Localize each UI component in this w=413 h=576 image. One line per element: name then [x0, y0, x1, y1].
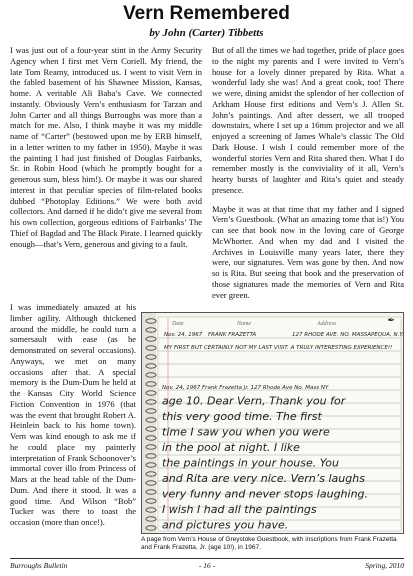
paragraph-2: I was immediately amazed at his limber agility. Although thickened around the middle, he could turn a somersault with ease (as he demonstrated on several occasions). Anyways, we met on many occasions after that. A special memory is the Dum-Dum he held at the Kansas City World Science Fiction Convention in 1976 (that was the event that brought Robert A. Heinlein back to his home town). Vern was kind enough to ask me if he could place my painterly interpretation of Frank Schoonover’s immortal cover illo from Princess of Mars at the head table of the Dum-Dum. And there it stood. It was a good time. And Wilson “Bob” Tucker was there to toast the occasion (more than once!).	[10, 302, 136, 527]
spiral-binding	[142, 313, 156, 534]
guestbook-page-image	[141, 312, 404, 534]
entry2-line: Nov. 24, 1967 Frank Frazetta Jr. 127 Rhode Ave No. Mass NY	[162, 385, 329, 391]
paragraph-4: Maybe it was at that time that my father and I signed Vern’s Guestbook. (What an amazing tome that is!) You can see that book now in the loving care of George McWhorter. And when my dad and I visited the Archives in Louisville many years later, there they were, our signatures. Vern was gone by then. And now so is Rita. But seeing that book and the preservation of those signatures made the memories of Vern and Rita ever green.	[212, 203, 404, 300]
footer-page-number: - 16 -	[198, 561, 216, 570]
paragraph-3: But of all the times we had together, pride of place goes to the night my parents and I were invited to Vern’s house for a lovely dinner prepared by Rita. What a wonderful lady she was! And a great cook, too! There we were, dining amidst the splendor of her collection of Arkham House first editions and Vern’s J. Allen St. John’s paintings. And after dessert, we all trooped downstairs, where I set up a 16mm projector and we all enjoyed a screening of James Whale’s classic The Old Dark House. I wish I could remember more of the wonderful stories Vern and Rita shared then. What I do remember mostly is the conviviality of it all, Vern’s hearty bursts of laughter and Rita’s quiet and steady presence.	[212, 45, 404, 195]
page-footer	[10, 558, 404, 570]
guestbook-header-address: Address	[317, 321, 337, 327]
entry2-line: the paintings in your house. You	[162, 456, 339, 470]
figure-caption: A page from Vern’s House of Greystoke Guestbook, with inscriptions from Frank Frazetta and Frank Frazetta, Jr. (age 10!), in 1967.	[141, 536, 397, 551]
entry2-line: I wish I had all the paintings	[162, 503, 317, 516]
entry1-address: 127 RHODE AVE. NO. MASSAPEQUA, N.Y.	[292, 332, 404, 338]
left-column	[10, 45, 202, 257]
entry1-date: Nov. 24, 1967	[164, 332, 203, 338]
entry1-name: FRANK FRAZETTA	[208, 332, 257, 338]
footer-publication: Burroughs Bulletin	[10, 561, 68, 570]
narrow-column	[10, 302, 136, 528]
paragraph-1: I was just out of a four-year stint in the Army Security Agency when I first met Vern Coriell. My friend, the late Tom Reamy, introduced us. I went to visit Vern in the fabled basement of his Shawnee Mission, Kansas, home. A veritable Ali Baba’s Cave. We connected instantly. Obviously Vern’s enthusiasm for Tarzan and John Carter and all things Burroughs was more than a match for me. Also, I think maybe it was my middle name of “Carter” (bestowed upon me by ERB himself, in a letter written to my father in 1950). Maybe it was the painting I had just finished of Douglas Fairbanks, Sr. in Robin Hood (which he promptly bought for a generous sum, bless him!). Or maybe it was our shared interest in that peculiar species of film-related books dubbed “Photoplay Editions.” We were both avid collectors. And darned if he didn’t give me several from his own collection, gorgeous editions of Fairbanks’ The Thief of Bagdad and The Black Pirate. I learned quickly enough—that’s Vern, generous and giving to a fault.	[10, 45, 202, 249]
footer-issue: Spring, 2010	[365, 561, 404, 570]
entry2-line: very funny and never stops laughing.	[162, 487, 369, 501]
article-byline: by John (Carter) Tibbetts	[149, 27, 264, 39]
entry2-line: and Rita are very nice. Vern’s laughs	[162, 472, 365, 485]
guestbook-drawing	[142, 313, 404, 534]
guestbook-header-name: Name	[237, 321, 251, 327]
entry2-line: time I saw you when you were	[162, 425, 330, 439]
entry2-line: in the pool at night. I like	[162, 441, 300, 454]
entry2-line: this very good time. The first	[162, 410, 322, 423]
entry2-line: age 10. Dear Vern, Thank you for	[162, 394, 346, 408]
cursive-signature-mark: ✒	[387, 315, 395, 325]
guestbook-header-date: Date	[172, 321, 184, 327]
entry2-line: and pictures you have.	[162, 518, 289, 532]
entry1-note: MY FIRST BUT CERTAINLY NOT MY LAST VISIT. A TRULY INTERESTING EXPERIENCE!!	[164, 345, 393, 351]
article-title: Vern Remembered	[123, 3, 290, 24]
right-column	[212, 45, 404, 308]
